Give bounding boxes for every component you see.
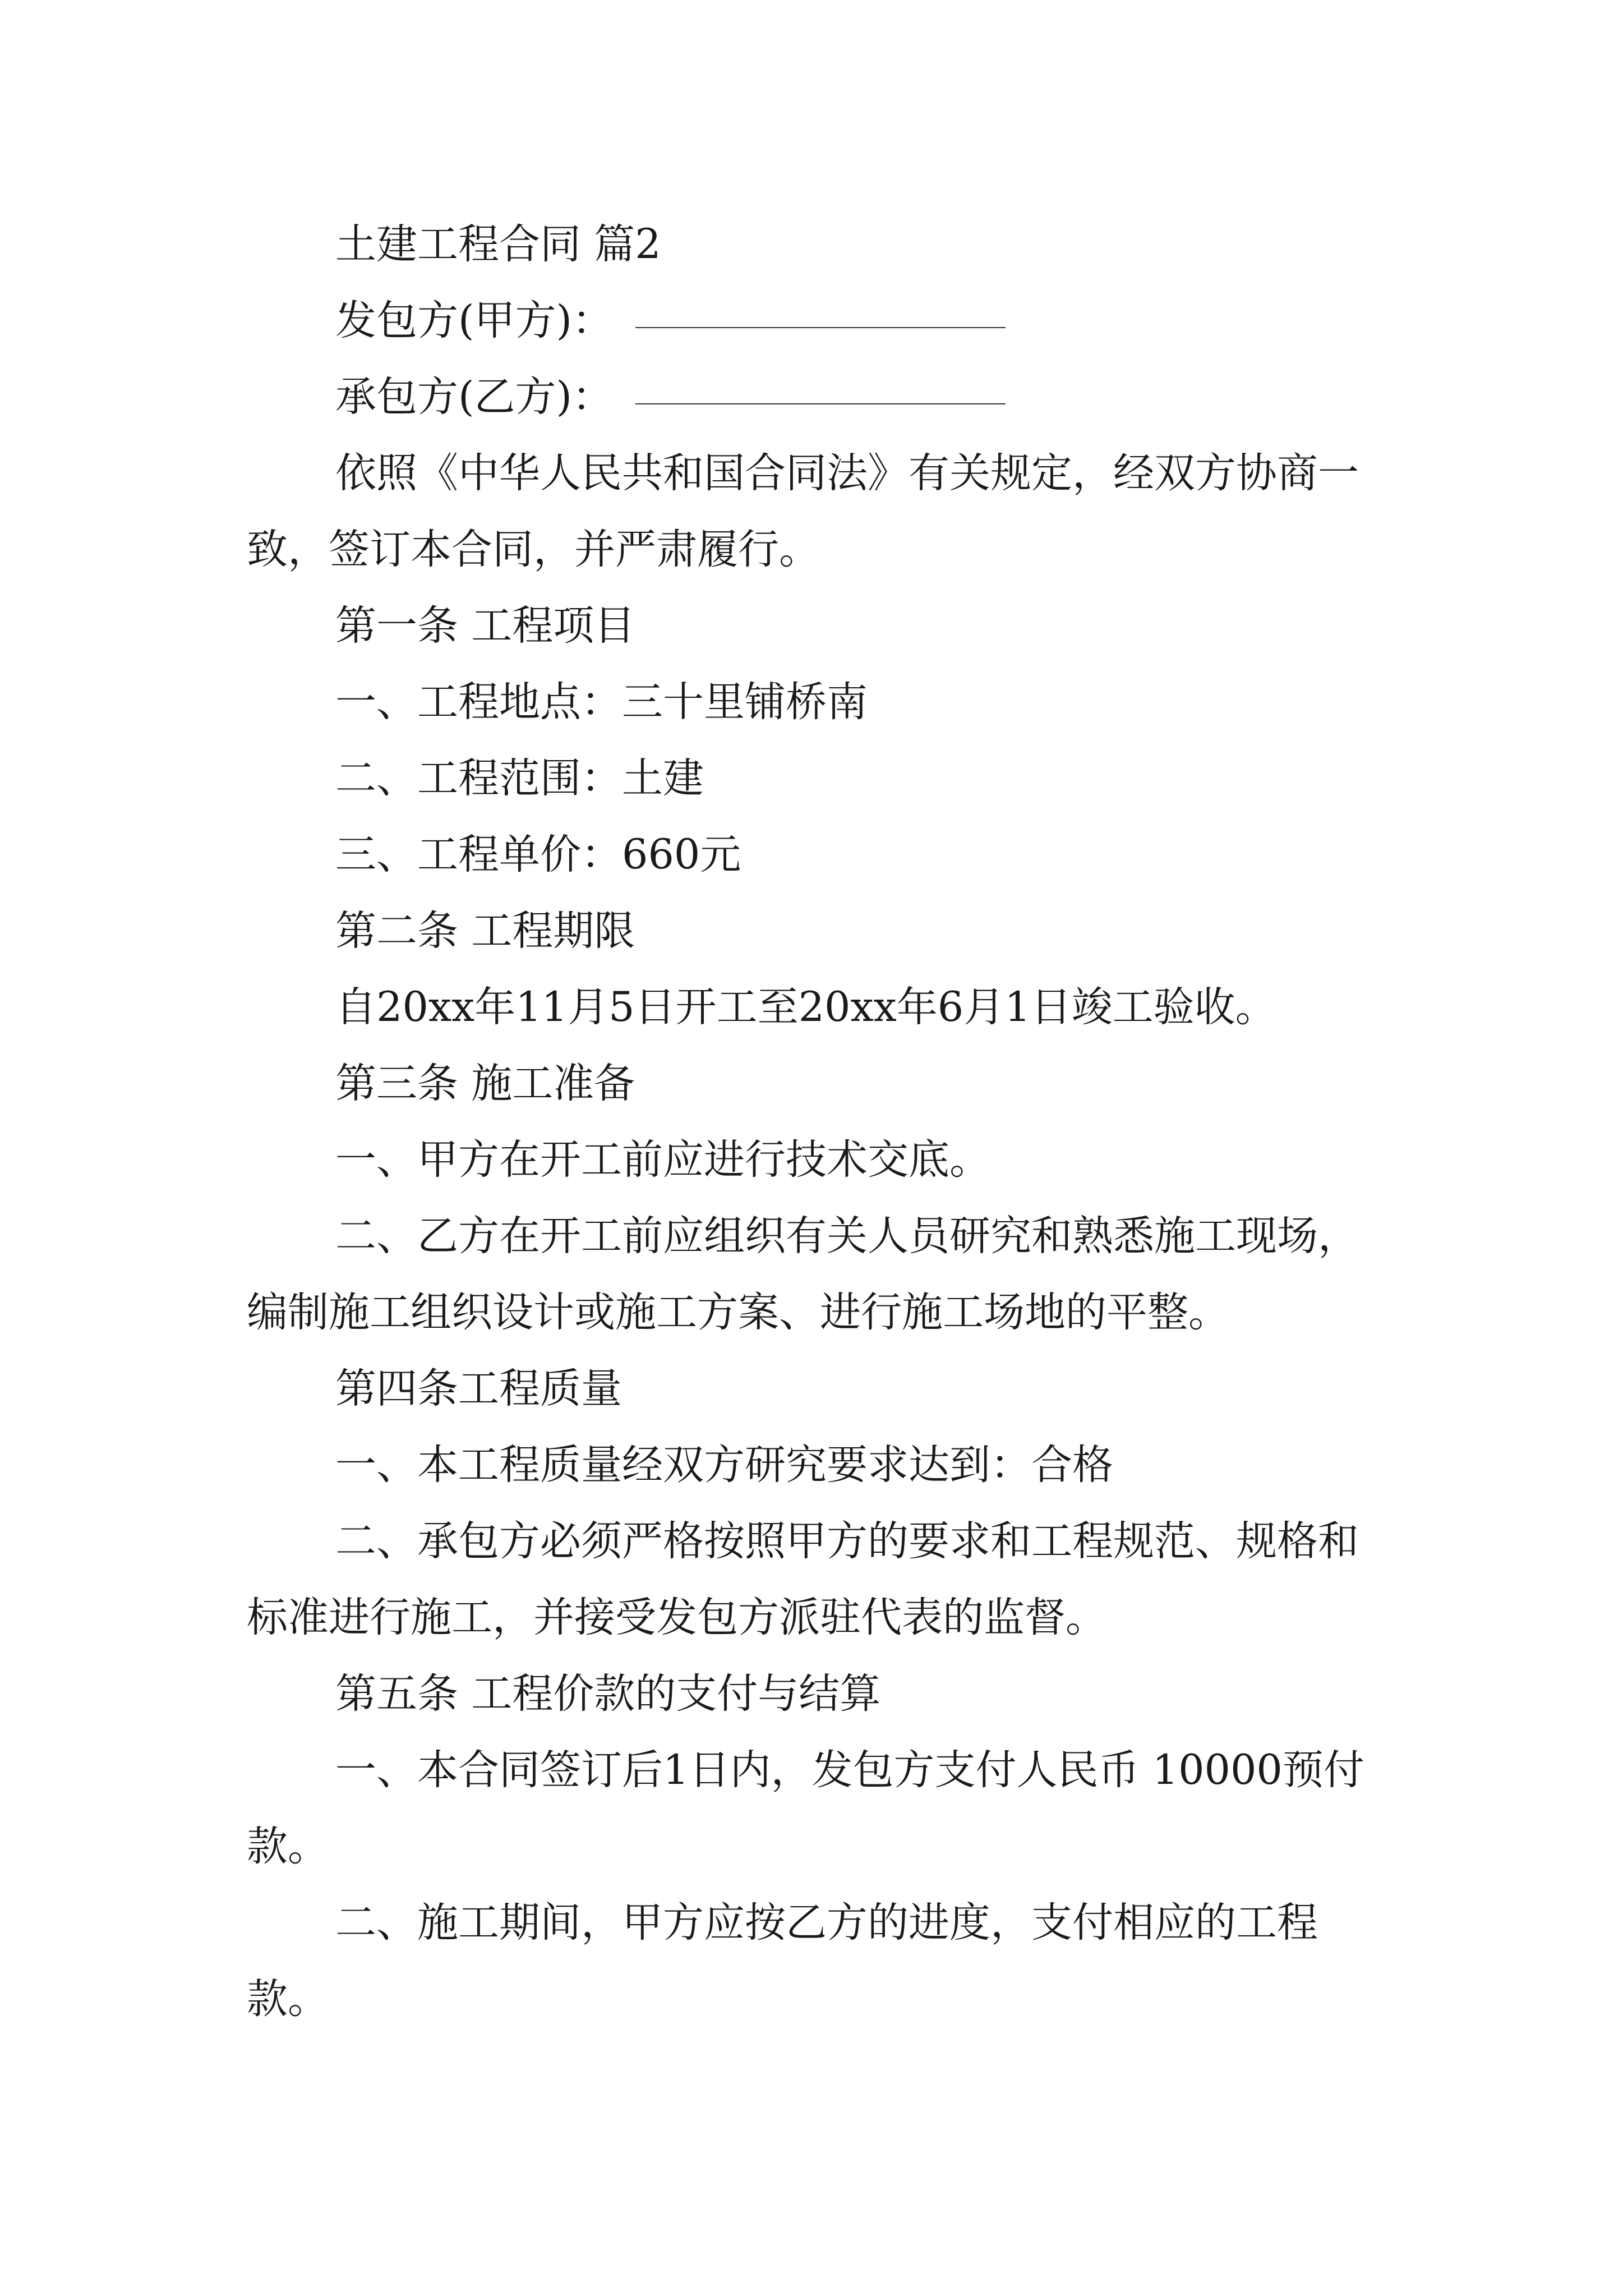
- party-a-field: [247, 283, 1391, 359]
- article-4-item-1: 一、本工程质量经双方研究要求达到：合格: [335, 1441, 1113, 1489]
- party-a-blank-line: [635, 327, 1006, 328]
- article-3-item-1: 一、甲方在开工前应进行技术交底。: [335, 1136, 990, 1184]
- party-b-field: [247, 359, 1391, 435]
- article-3-item-2: 二、乙方在开工前应组织有关人员研究和熟悉施工现场，编制施工组织设计或施工方案、进行施工场地的平整。: [247, 1212, 1359, 1336]
- document-body: [247, 206, 1391, 2037]
- article-5-title: 第五条 工程价款的支付与结算: [335, 1670, 881, 1718]
- article-1-title: 第一条 工程项目: [335, 602, 635, 650]
- party-a-label: 发包方(甲方)：: [335, 297, 613, 344]
- article-4-title: 第四条工程质量: [335, 1365, 622, 1412]
- article-1-item-1: 一、工程地点：三十里铺桥南: [335, 678, 868, 726]
- intro-paragraph: 依照《中华人民共和国合同法》有关规定，经双方协商一致，签订本合同，并严肃履行。: [247, 449, 1359, 573]
- article-4-item-2: 二、承包方必须严格按照甲方的要求和工程规范、规格和标准进行施工，并接受发包方派驻代表的监督。: [247, 1517, 1359, 1641]
- article-3-title: 第三条 施工准备: [335, 1060, 635, 1107]
- article-5-item-2: 二、施工期间，甲方应按乙方的进度，支付相应的工程款。: [247, 1899, 1318, 2023]
- article-2-text: 自20xx年11月5日开工至20xx年6月1日竣工验收。: [335, 983, 1276, 1031]
- article-1-item-2: 二、工程范围：土建: [335, 754, 704, 802]
- article-2-title: 第二条 工程期限: [335, 907, 635, 955]
- document-title: 土建工程合同 篇2: [335, 220, 661, 268]
- party-b-blank-line: [635, 403, 1006, 404]
- party-b-label: 承包方(乙方)：: [335, 373, 613, 421]
- article-1-item-3: 三、工程单价：660元: [335, 831, 741, 878]
- article-5-item-1: 一、本合同签订后1日内，发包方支付人民币 10000预付款。: [247, 1746, 1364, 1870]
